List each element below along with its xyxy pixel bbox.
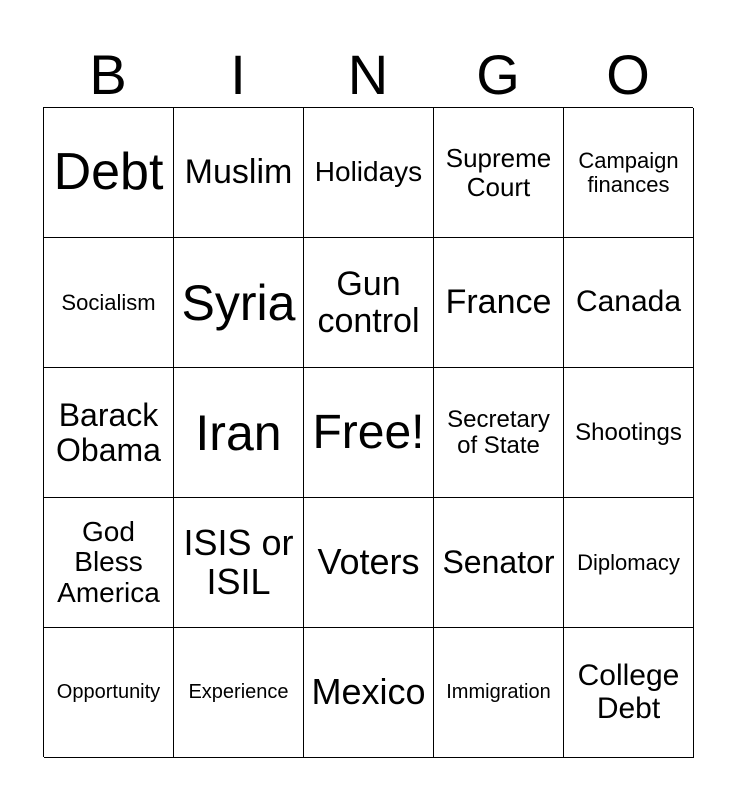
bingo-cell[interactable] [564, 628, 694, 758]
cell-label: Experience [188, 680, 289, 703]
header-letter-o: O [606, 43, 650, 106]
bingo-cell[interactable] [434, 628, 564, 758]
cell-label: Supreme Court [445, 143, 552, 202]
bingo-header [43, 44, 693, 106]
bingo-board [43, 107, 693, 757]
cell-label: Debt [53, 143, 164, 202]
cell-label: Mexico [311, 671, 426, 713]
cell-label: ISIS or ISIL [183, 521, 294, 602]
bingo-cell[interactable] [304, 628, 434, 758]
bingo-cell[interactable] [174, 368, 304, 498]
bingo-cell[interactable] [304, 498, 434, 628]
bingo-cell[interactable] [564, 108, 694, 238]
header-letter-g: G [476, 43, 520, 106]
bingo-cell[interactable] [44, 108, 174, 238]
header-letter-i: I [230, 43, 246, 106]
bingo-cell[interactable] [174, 108, 304, 238]
bingo-cell[interactable] [564, 498, 694, 628]
cell-label: Voters [317, 541, 420, 583]
cell-label: France [445, 283, 552, 322]
header-letter-b: B [89, 43, 127, 106]
bingo-cell[interactable] [434, 108, 564, 238]
bingo-cell[interactable] [434, 498, 564, 628]
cell-label: Syria [181, 274, 296, 331]
cell-label: Free! [312, 405, 425, 459]
bingo-cell[interactable] [434, 238, 564, 368]
cell-label: Gun control [317, 264, 420, 340]
bingo-cell[interactable] [174, 628, 304, 758]
bingo-cell[interactable] [434, 368, 564, 498]
cell-label: College Debt [577, 659, 680, 725]
bingo-cell[interactable] [304, 108, 434, 238]
cell-label: Iran [195, 404, 282, 461]
bingo-cell[interactable] [44, 628, 174, 758]
cell-label: Senator [442, 544, 555, 581]
bingo-cell[interactable] [564, 368, 694, 498]
cell-label: Diplomacy [577, 549, 680, 575]
cell-label: Holidays [314, 156, 423, 188]
cell-label: Immigration [446, 680, 551, 703]
cell-label: Opportunity [56, 680, 161, 703]
bingo-cell[interactable] [174, 238, 304, 368]
cell-label: Socialism [61, 289, 156, 315]
bingo-cell[interactable] [174, 498, 304, 628]
cell-label: Secretary of State [447, 405, 550, 459]
cell-label: Barack Obama [56, 396, 161, 468]
bingo-cell[interactable] [564, 238, 694, 368]
bingo-cell[interactable] [44, 498, 174, 628]
cell-label: Shootings [575, 418, 682, 446]
cell-label: Muslim [184, 153, 293, 192]
bingo-cell[interactable] [304, 368, 434, 498]
cell-label: Campaign finances [578, 147, 679, 197]
cell-label: God Bless America [57, 516, 160, 608]
header-letter-n: N [347, 43, 389, 106]
bingo-cell[interactable] [304, 238, 434, 368]
bingo-cell[interactable] [44, 368, 174, 498]
cell-label: Canada [575, 285, 682, 319]
bingo-cell[interactable] [44, 238, 174, 368]
